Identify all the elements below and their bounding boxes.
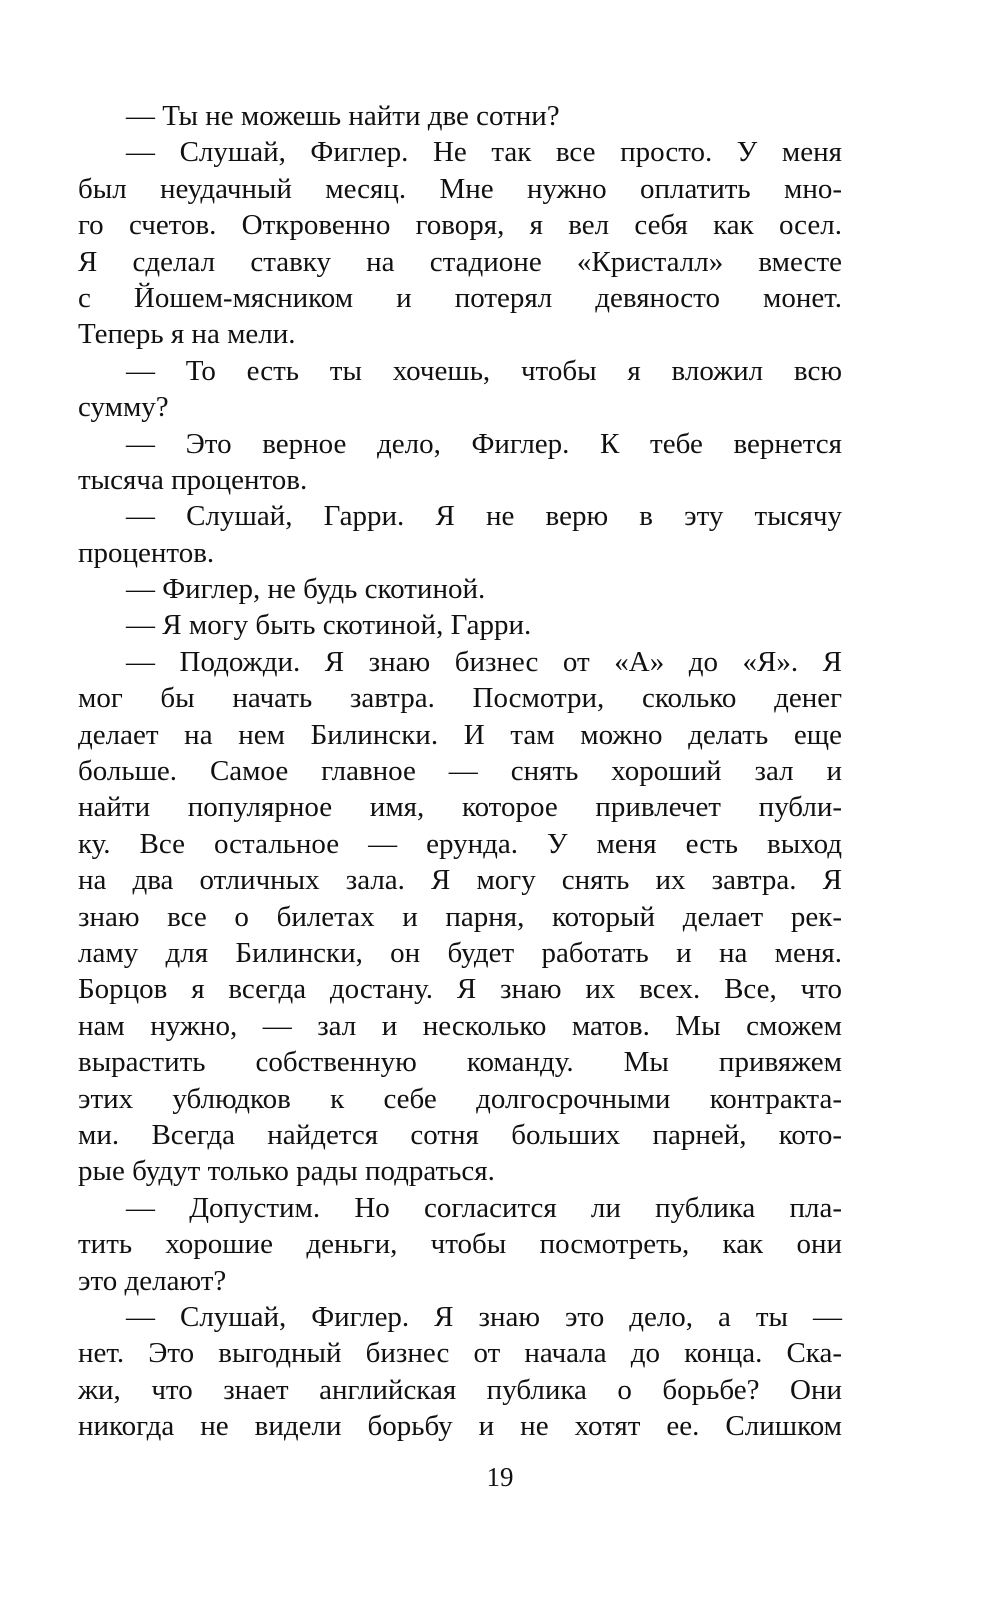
text-line: больше. Самое главное — снять хороший зал и — [78, 755, 842, 788]
text-line: — Слушай, Фиглер. Не так все просто. У меня — [126, 136, 842, 169]
text-line: Я сделал ставку на стадионе «Кристалл» вместе — [78, 245, 842, 278]
text-line: жи, что знает английская публика о борьбе? Они — [78, 1373, 842, 1406]
page-number: 19 — [486, 1462, 514, 1492]
text-line: — Я могу быть скотиной, Гарри. — [126, 609, 532, 642]
text-line: — Ты не можешь найти две сотни? — [126, 100, 560, 132]
text-line: рые будут только рады подраться. — [78, 1155, 495, 1188]
text-line: делает на нем Билински. И там можно делать еще — [78, 718, 842, 751]
text-line: вырастить собственную команду. Мы привяжем — [78, 1046, 842, 1079]
text-line: го счетов. Откровенно говоря, я вел себя как осел. — [78, 209, 842, 242]
text-line: знаю все о билетах и парня, который делает рек- — [78, 900, 842, 933]
text-line: на два отличных зала. Я могу снять их завтра. Я — [78, 864, 842, 897]
body-text — [78, 98, 842, 1444]
text-line: — Фиглер, не будь скотиной. — [126, 573, 486, 606]
text-line: — Допустим. Но согласится ли публика пла- — [126, 1191, 842, 1224]
text-line: — Подожди. Я знаю бизнес от «А» до «Я». Я — [126, 645, 842, 678]
text-line: этих ублюдков к себе долгосрочными контракта- — [78, 1082, 842, 1115]
text-line: тысяча процентов. — [78, 463, 308, 496]
text-line: был неудачный месяц. Мне нужно оплатить мно- — [78, 172, 842, 205]
text-line: нам нужно, — зал и несколько матов. Мы сможем — [78, 1009, 842, 1042]
text-line: найти популярное имя, которое привлечет публи- — [78, 791, 842, 824]
text-line: ми. Всегда найдется сотня больших парней, кото- — [78, 1118, 842, 1151]
text-line: ламу для Билински, он будет работать и на меня. — [78, 936, 842, 969]
text-line: — То есть ты хочешь, чтобы я вложил всю — [126, 354, 842, 387]
text-line: — Это верное дело, Фиглер. К тебе вернется — [126, 427, 842, 460]
text-line: Борцов я всегда достану. Я знаю их всех. Все, что — [78, 973, 842, 1006]
text-line: мог бы начать завтра. Посмотри, сколько денег — [78, 682, 842, 715]
text-line: Теперь я на мели. — [78, 318, 296, 351]
text-line: процентов. — [78, 536, 215, 569]
text-line: нет. Это выгодный бизнес от начала до конца. Ска- — [78, 1337, 842, 1370]
text-line: ку. Все остальное — ерунда. У меня есть выход — [78, 827, 842, 860]
text-line: с Йошем-мясником и потерял девяносто монет. — [78, 281, 842, 314]
text-line: — Слушай, Гарри. Я не верю в эту тысячу — [126, 500, 842, 533]
text-line: это делают? — [78, 1264, 227, 1297]
text-line: сумму? — [78, 391, 169, 424]
text-line: никогда не видели борьбу и не хотят ее. Слишком — [78, 1410, 842, 1443]
text-line: тить хорошие деньги, чтобы посмотреть, как они — [78, 1228, 842, 1261]
text-line: — Слушай, Фиглер. Я знаю это дело, а ты — — [126, 1300, 842, 1333]
